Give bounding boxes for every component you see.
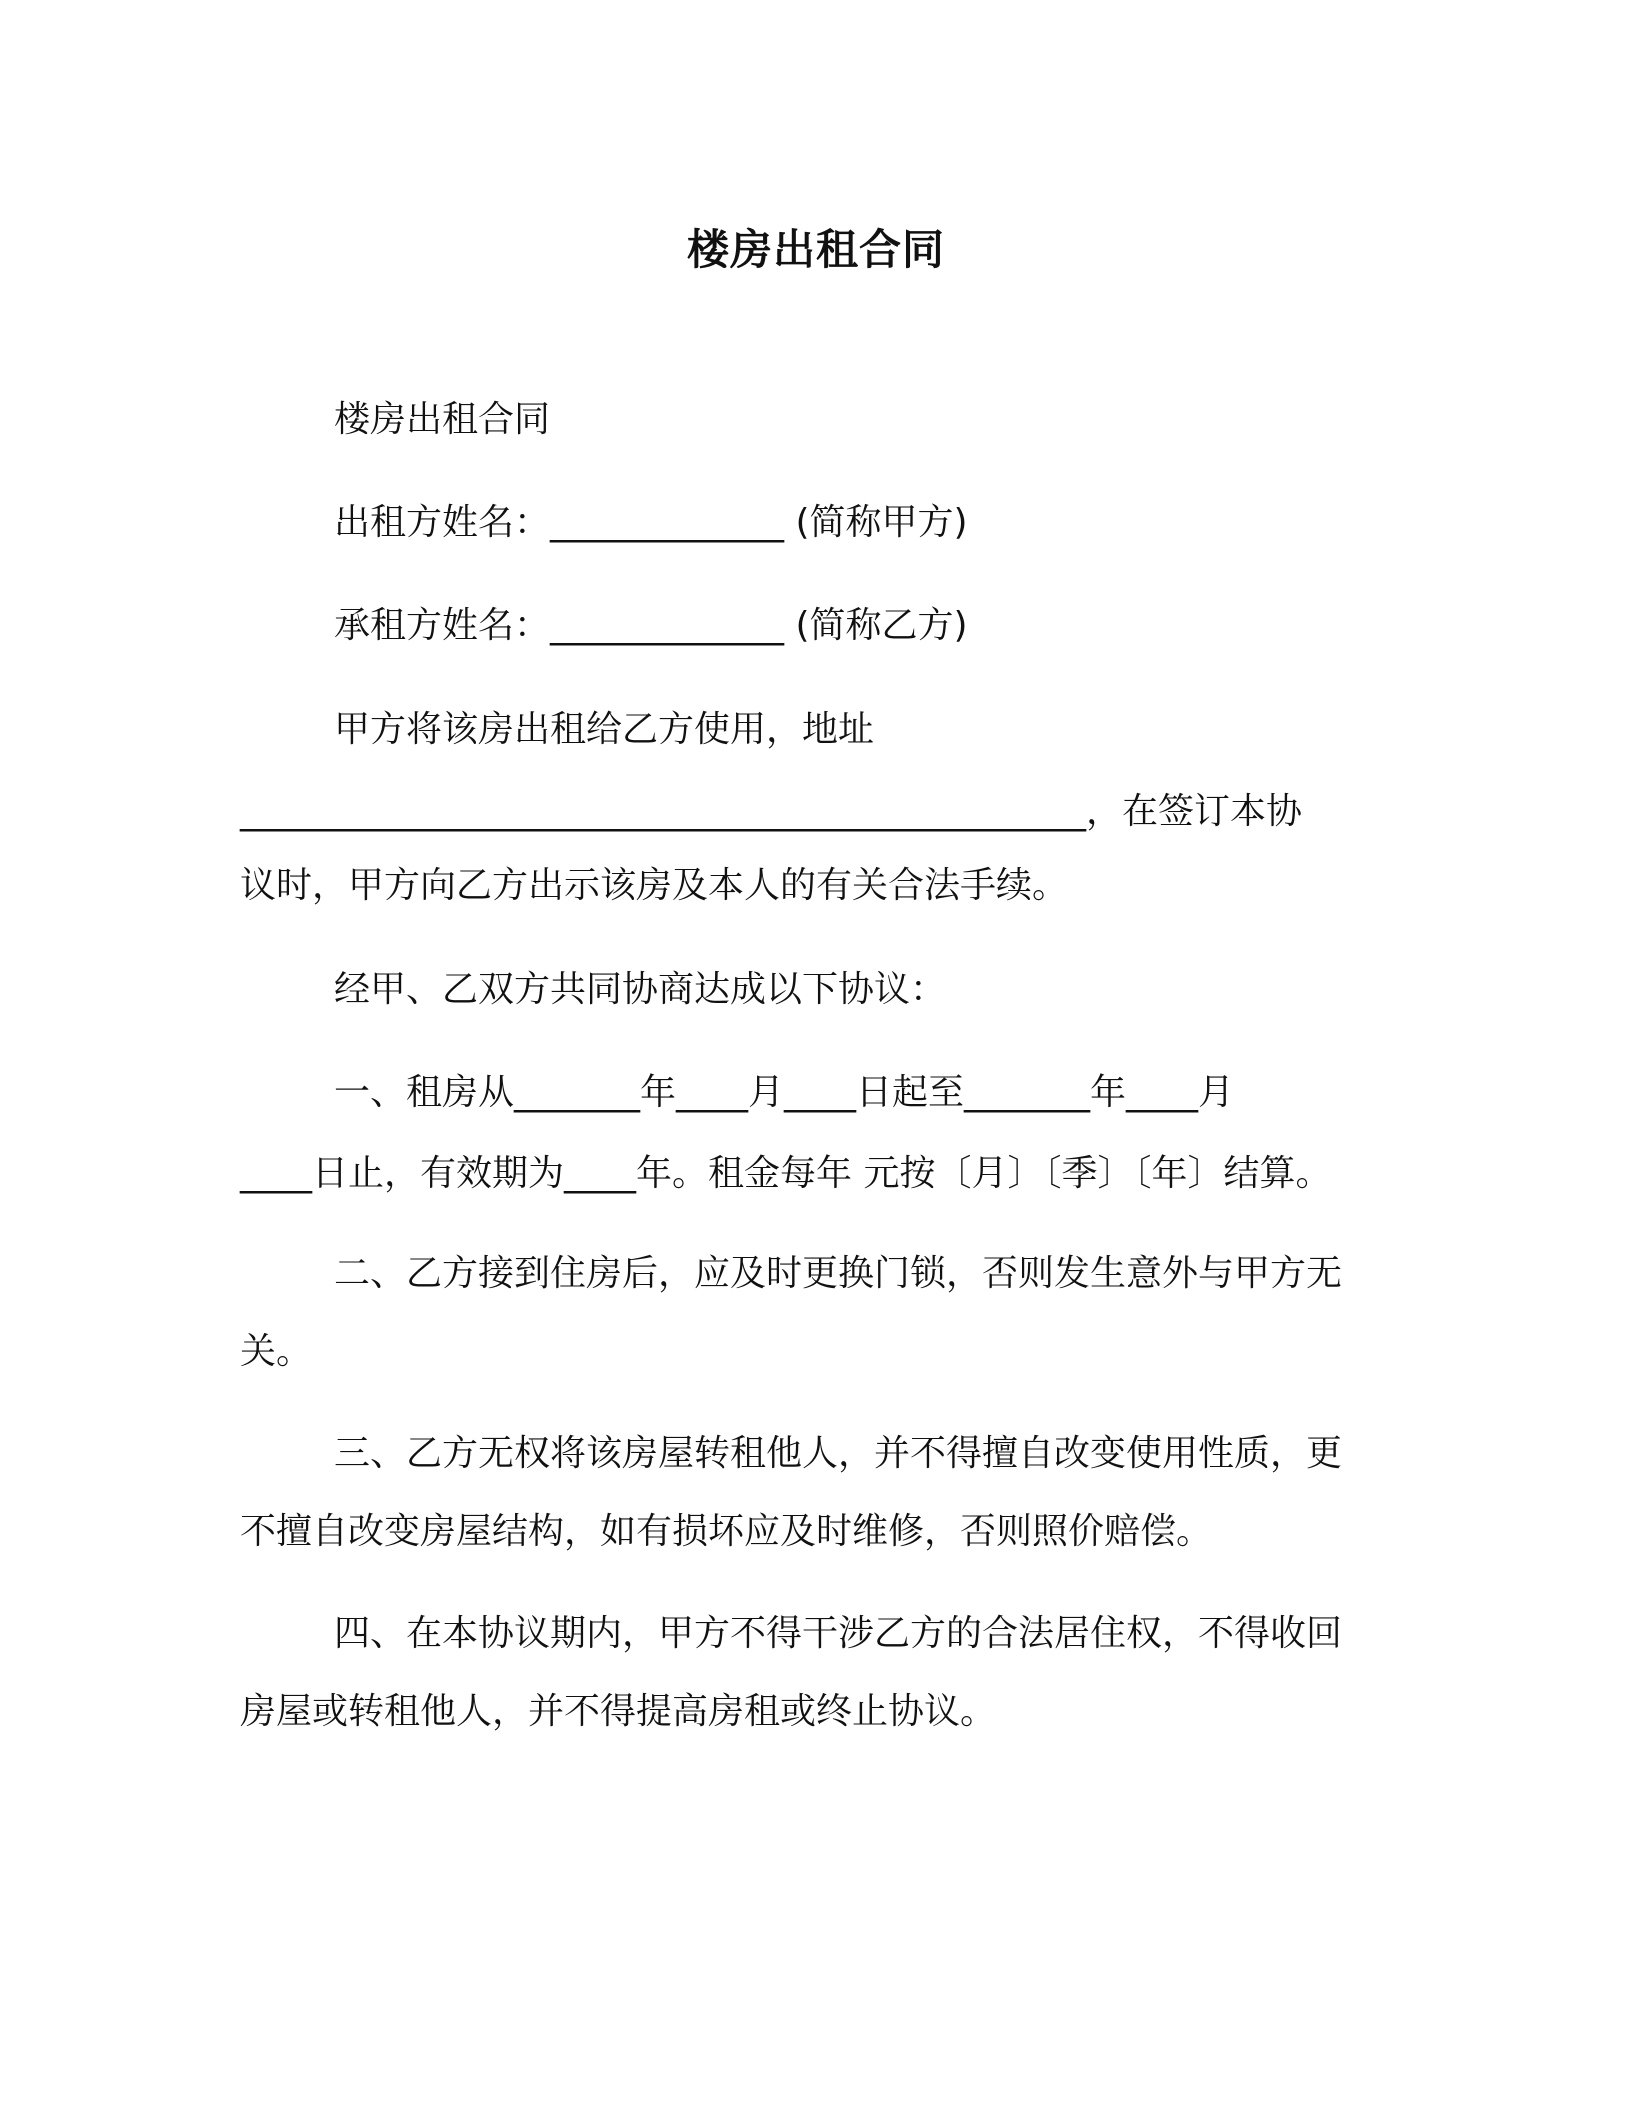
clause-3-line-2: 不擅自改变房屋结构，如有损坏应及时维修，否则照价赔偿。 <box>240 1511 1213 1552</box>
clause-4-line-1: 四、在本协议期内，甲方不得干涉乙方的合法居住权，不得收回 <box>334 1613 1343 1654</box>
clause-2-line-2: 关。 <box>240 1331 313 1372</box>
clause-4-line-2: 房屋或转租他人，并不得提高房租或终止协议。 <box>240 1691 997 1732</box>
address-blank-line: _______________________________________________，在签订本协 <box>240 791 1303 832</box>
agreement-intro-line: 经甲、乙双方共同协商达成以下协议： <box>334 969 947 1010</box>
clause-3-line-1: 三、乙方无权将该房屋转租他人，并不得擅自改变使用性质，更 <box>334 1433 1343 1474</box>
subtitle-line: 楼房出租合同 <box>334 399 551 440</box>
lessee-name-line: 承租方姓名：_____________ (简称乙方) <box>334 605 968 646</box>
address-intro-line: 甲方将该房出租给乙方使用，地址 <box>334 709 875 750</box>
lessor-name-line: 出租方姓名：_____________ (简称甲方) <box>334 502 968 543</box>
clause-2-line-1: 二、乙方接到住房后，应及时更换门锁，否则发生意外与甲方无 <box>334 1253 1343 1294</box>
legal-procedures-line: 议时，甲方向乙方出示该房及本人的有关合法手续。 <box>240 865 1069 906</box>
clause-1-line-2: ____日止，有效期为____年。租金每年 元按〔月〕〔季〕〔年〕结算。 <box>240 1153 1332 1194</box>
clause-1-line-1: 一、租房从_______年____月____日起至_______年____月 <box>334 1072 1235 1113</box>
document-title: 楼房出租合同 <box>686 225 945 274</box>
